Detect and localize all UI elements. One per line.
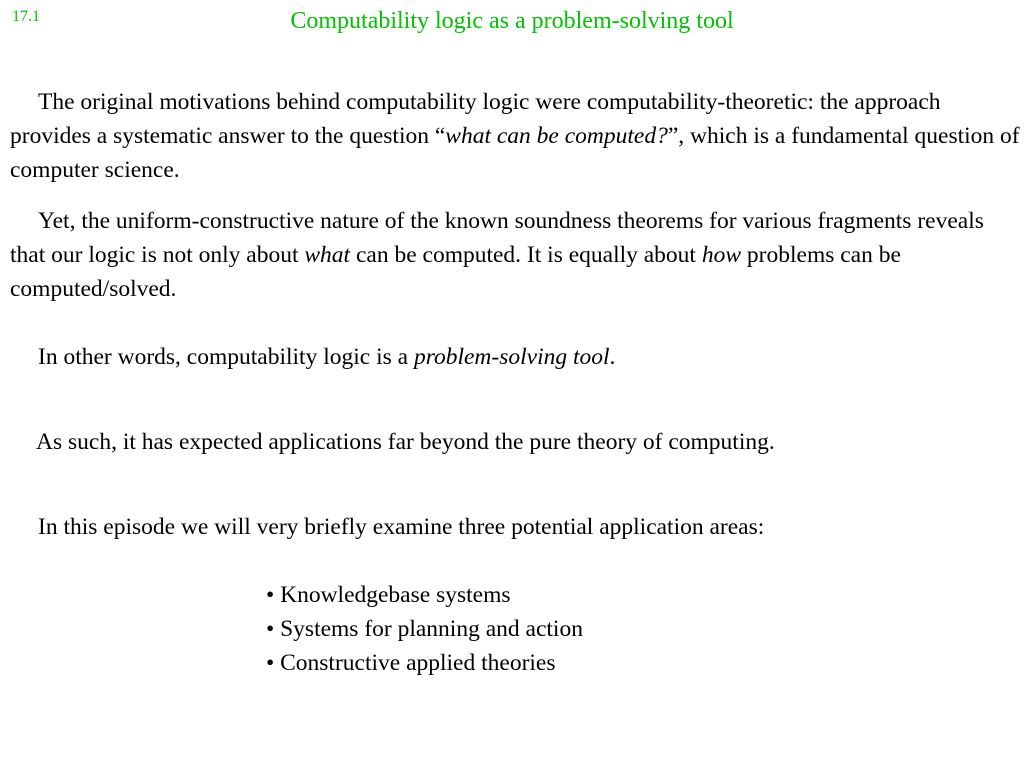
paragraph-episode: In this episode we will very briefly examine three potential application areas: xyxy=(38,514,765,540)
p3-italic-tool: problem-solving tool xyxy=(413,344,610,370)
list-item: • Knowledgebase systems xyxy=(266,582,511,608)
application-areas-list xyxy=(266,578,583,680)
paragraph-uniform-constructive xyxy=(10,204,1022,306)
paragraph-applications: As such, it has expected applications far beyond the pure theory of computing. xyxy=(36,429,775,455)
paragraph-problem-solving xyxy=(38,340,615,374)
list-item: • Systems for planning and action xyxy=(266,616,583,642)
p2-text-before: Yet, the uniform-constructive nature of the known soundness theorems for various fragments reveals that our logic is not only about xyxy=(10,208,984,268)
p2-italic-how: how xyxy=(701,242,742,268)
list-item: • Constructive applied theories xyxy=(266,650,556,676)
p3-text-after: . xyxy=(609,344,616,370)
p2-italic-what: what xyxy=(304,242,351,268)
p1-italic-question: what can be computed? xyxy=(445,123,668,149)
p2-text-middle: can be computed. It is equally about xyxy=(350,242,702,268)
p1-text-before: The original motivations behind computability logic were computability-theoretic: the approach provides a systematic answer to the question “ xyxy=(10,89,941,149)
p2-text-after: problems can be computed/solved. xyxy=(10,242,901,302)
slide-number: 17.1 xyxy=(12,8,40,25)
paragraph-motivations xyxy=(10,85,1022,187)
p3-text-before: In other words, computability logic is a xyxy=(38,344,414,370)
slide-title: Computability logic as a problem-solving tool xyxy=(290,8,734,34)
p1-text-after: ”, which is a fundamental question of computer science. xyxy=(10,123,1020,183)
